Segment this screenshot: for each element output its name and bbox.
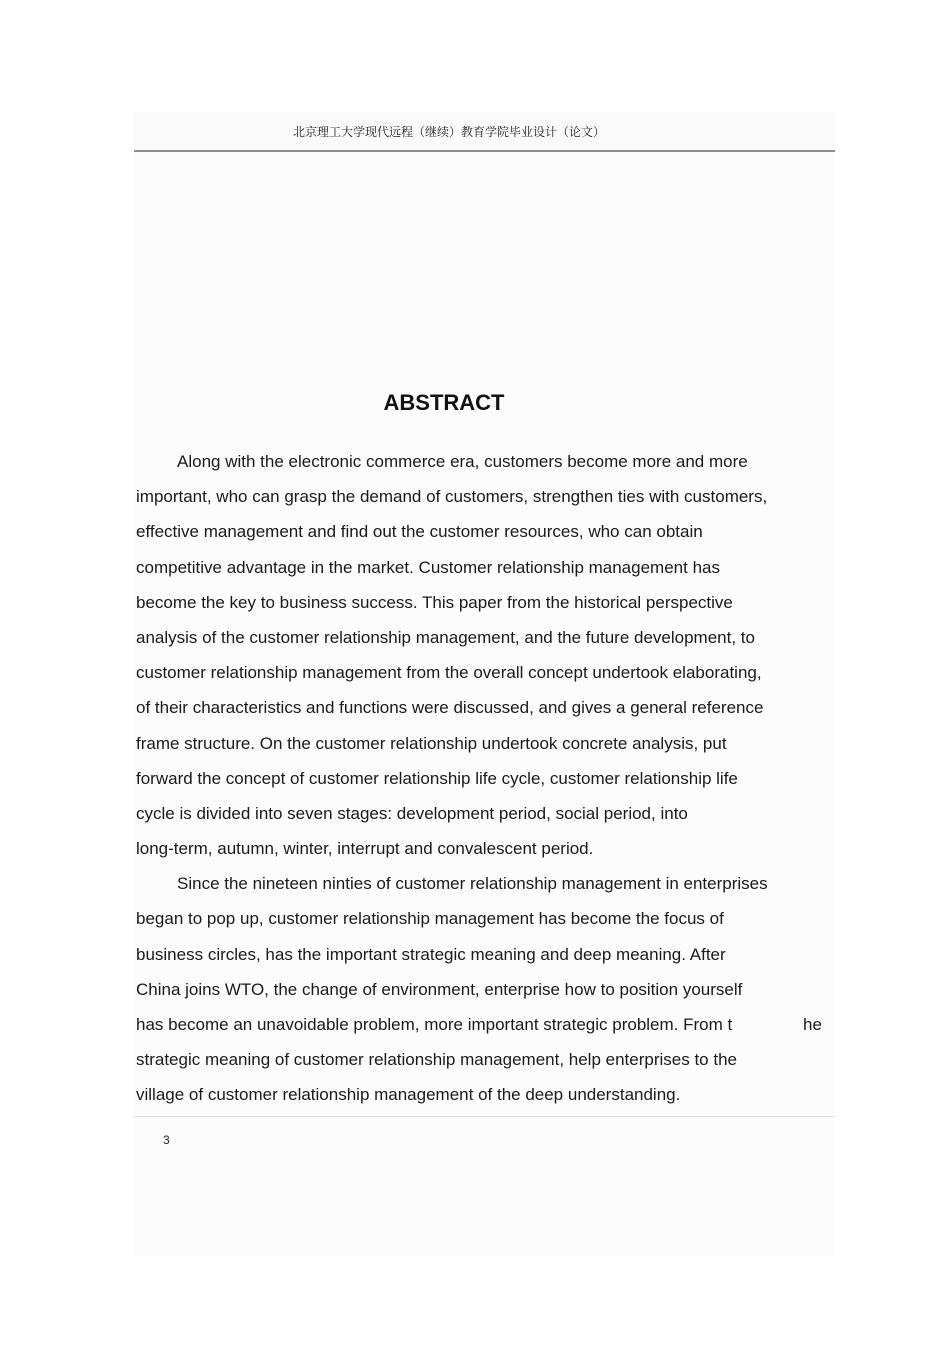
abstract-paragraph-1 bbox=[136, 444, 836, 866]
text-line: China joins WTO, the change of environment, enterprise how to position yourself bbox=[136, 979, 743, 999]
text-line: business circles, has the important strategic meaning and deep meaning. After bbox=[136, 944, 726, 964]
text-line: cycle is divided into seven stages: development period, social period, into bbox=[136, 803, 688, 823]
abstract-title: ABSTRACT bbox=[383, 390, 505, 415]
text-line: village of customer relationship management of the deep understanding. bbox=[136, 1085, 681, 1105]
abstract-paragraph-2 bbox=[136, 866, 836, 1112]
text-line: frame structure. On the customer relationship undertook concrete analysis, put bbox=[136, 733, 727, 753]
text-line: forward the concept of customer relationship life cycle, customer relationship life bbox=[136, 768, 738, 788]
text-line: competitive advantage in the market. Customer relationship management has bbox=[136, 557, 720, 577]
text-line: important, who can grasp the demand of customers, strengthen ties with customers, bbox=[136, 487, 768, 507]
page-number: 3 bbox=[163, 1133, 170, 1147]
running-header-title: 北京理工大学现代远程（继续）教育学院毕业设计（论文） bbox=[293, 125, 606, 139]
text-line bbox=[136, 1007, 836, 1042]
running-header bbox=[134, 112, 835, 152]
text-line: long-term, autumn, winter, interrupt and convalescent period. bbox=[136, 839, 594, 859]
text-line: become the key to business success. This paper from the historical perspective bbox=[136, 592, 733, 612]
text-line-split-tail: he bbox=[803, 1015, 822, 1034]
abstract-body bbox=[136, 444, 836, 1113]
text-line: analysis of the customer relationship management, and the future development, to bbox=[136, 627, 755, 647]
text-line-main: has become an unavoidable problem, more important strategic problem. From t bbox=[136, 1015, 733, 1034]
text-line: of their characteristics and functions were discussed, and gives a general reference bbox=[136, 698, 764, 718]
text-line: Along with the electronic commerce era, customers become more and more bbox=[177, 452, 748, 471]
text-line: Since the nineteen ninties of customer relationship management in enterprises bbox=[177, 874, 768, 894]
footer-divider bbox=[134, 1116, 835, 1117]
text-line: began to pop up, customer relationship management has become the focus of bbox=[136, 909, 724, 929]
text-line: effective management and find out the customer resources, who can obtain bbox=[136, 522, 703, 542]
text-line: strategic meaning of customer relationship management, help enterprises to the bbox=[136, 1050, 737, 1070]
text-line: customer relationship management from the overall concept undertook elaborating, bbox=[136, 663, 762, 683]
